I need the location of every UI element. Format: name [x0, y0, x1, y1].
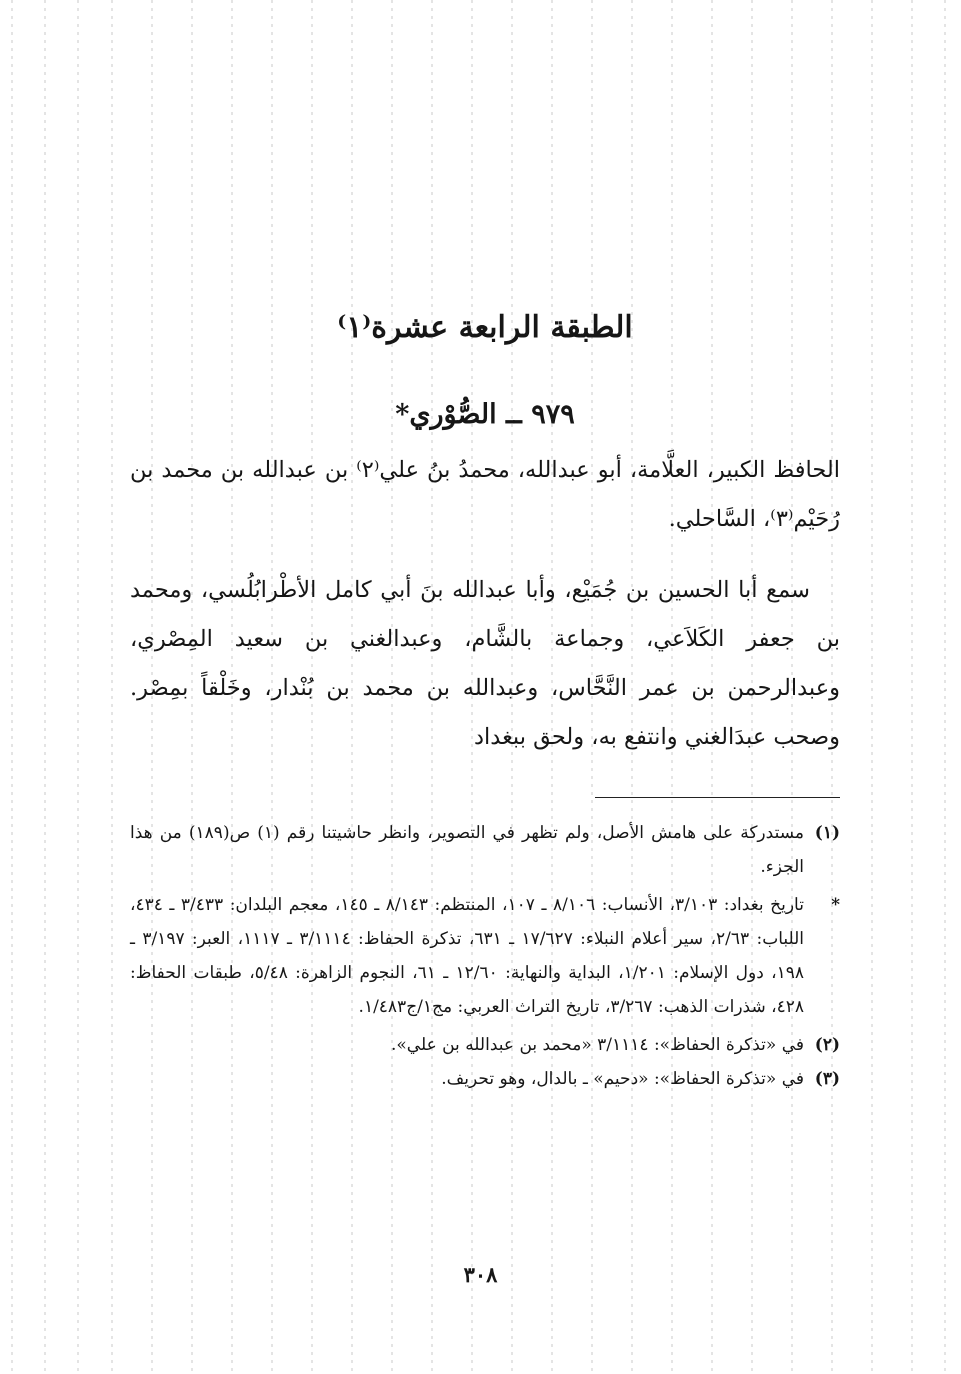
footnote-1 — [130, 816, 840, 884]
footnote-text: في «تذكرة الحفاظ»: «دحيم» ـ بالدال، وهو تحريف. — [441, 1069, 804, 1089]
footnote-sources — [130, 888, 840, 1024]
footnote-text: مستدركة على هامش الأصل، ولم تظهر في التصوير، وانظر حاشيتنا رقم (١) ص(١٨٩) من هذا الجزء. — [130, 823, 804, 877]
footnote-marker: * — [831, 895, 840, 915]
footnote-2 — [130, 1028, 840, 1062]
footnote-divider — [595, 797, 840, 798]
footnote-text: في «تذكرة الحفاظ»: ٣/١١١٤ «محمد بن عبدالله بن علي». — [390, 1035, 804, 1055]
footnote-marker: (٢) — [814, 1035, 840, 1055]
entry-heading: ٩٧٩ ــ الصُّوْري* — [395, 399, 575, 430]
footnote-3 — [130, 1062, 840, 1096]
footnotes — [130, 816, 840, 1096]
section-title: الطبقة الرابعة عشرة⁽١⁾ — [337, 310, 633, 345]
intro-paragraph: الحافظ الكبير، العلَّامة، أبو عبدالله، محمدُ بنُ علي⁽٢⁾ بن عبدالله بن محمد بن رُحَيْم⁽٣⁾، السَّاحلي. — [130, 457, 840, 532]
book-page — [130, 300, 840, 1096]
footnote-text: تاريخ بغداد: ٣/١٠٣، الأنساب: ٨/١٠٦ ـ ١٠٧، المنتظم: ٨/١٤٣ ـ ١٤٥، معجم البلدان: ٣/٤٣٣ ـ ٤٣٤، اللباب: ٢/٦٣، سير أعلام النبلاء: ١٧/٦٢٧ ـ ٦٣١، تذكرة الحفاظ: ٣/١١١٤ ـ ١١١٧، العبر: ٣/١٩٧ ـ ١٩٨، دول الإسلام: ١/٢٠١، البداية والنهاية: ١٢/٦٠ ـ ٦١، النجوم الزاهرة: ٥/٤٨، طبقات الحفاظ: ٤٢٨، شذرات الذهب: ٣/٢٦٧، تاريخ التراث العربي: مج١/ج١/٤٨٣. — [130, 895, 805, 1017]
page-number: ٣٠٨ — [463, 1262, 498, 1287]
body-paragraph: سمع أبا الحسين بن جُمَيْع، وأبا عبدالله بنَ أبي كامل الأطْرابُلُسي، ومحمد بن جعفر الكَلاَعي، وجماعة بالشَّام، وعبدالغني بن سعيد المِصْري، وعبدالرحمن بن عمر النَّحَّاس، وعبدالله بن محمد بن بُنْدار، وخَلْقاً بمِصْر. وصحب عبدَالغني وانتفع به، ولحق ببغداد — [130, 577, 840, 750]
footnote-marker: (١) — [814, 823, 840, 843]
footnote-marker: (٣) — [814, 1069, 840, 1089]
